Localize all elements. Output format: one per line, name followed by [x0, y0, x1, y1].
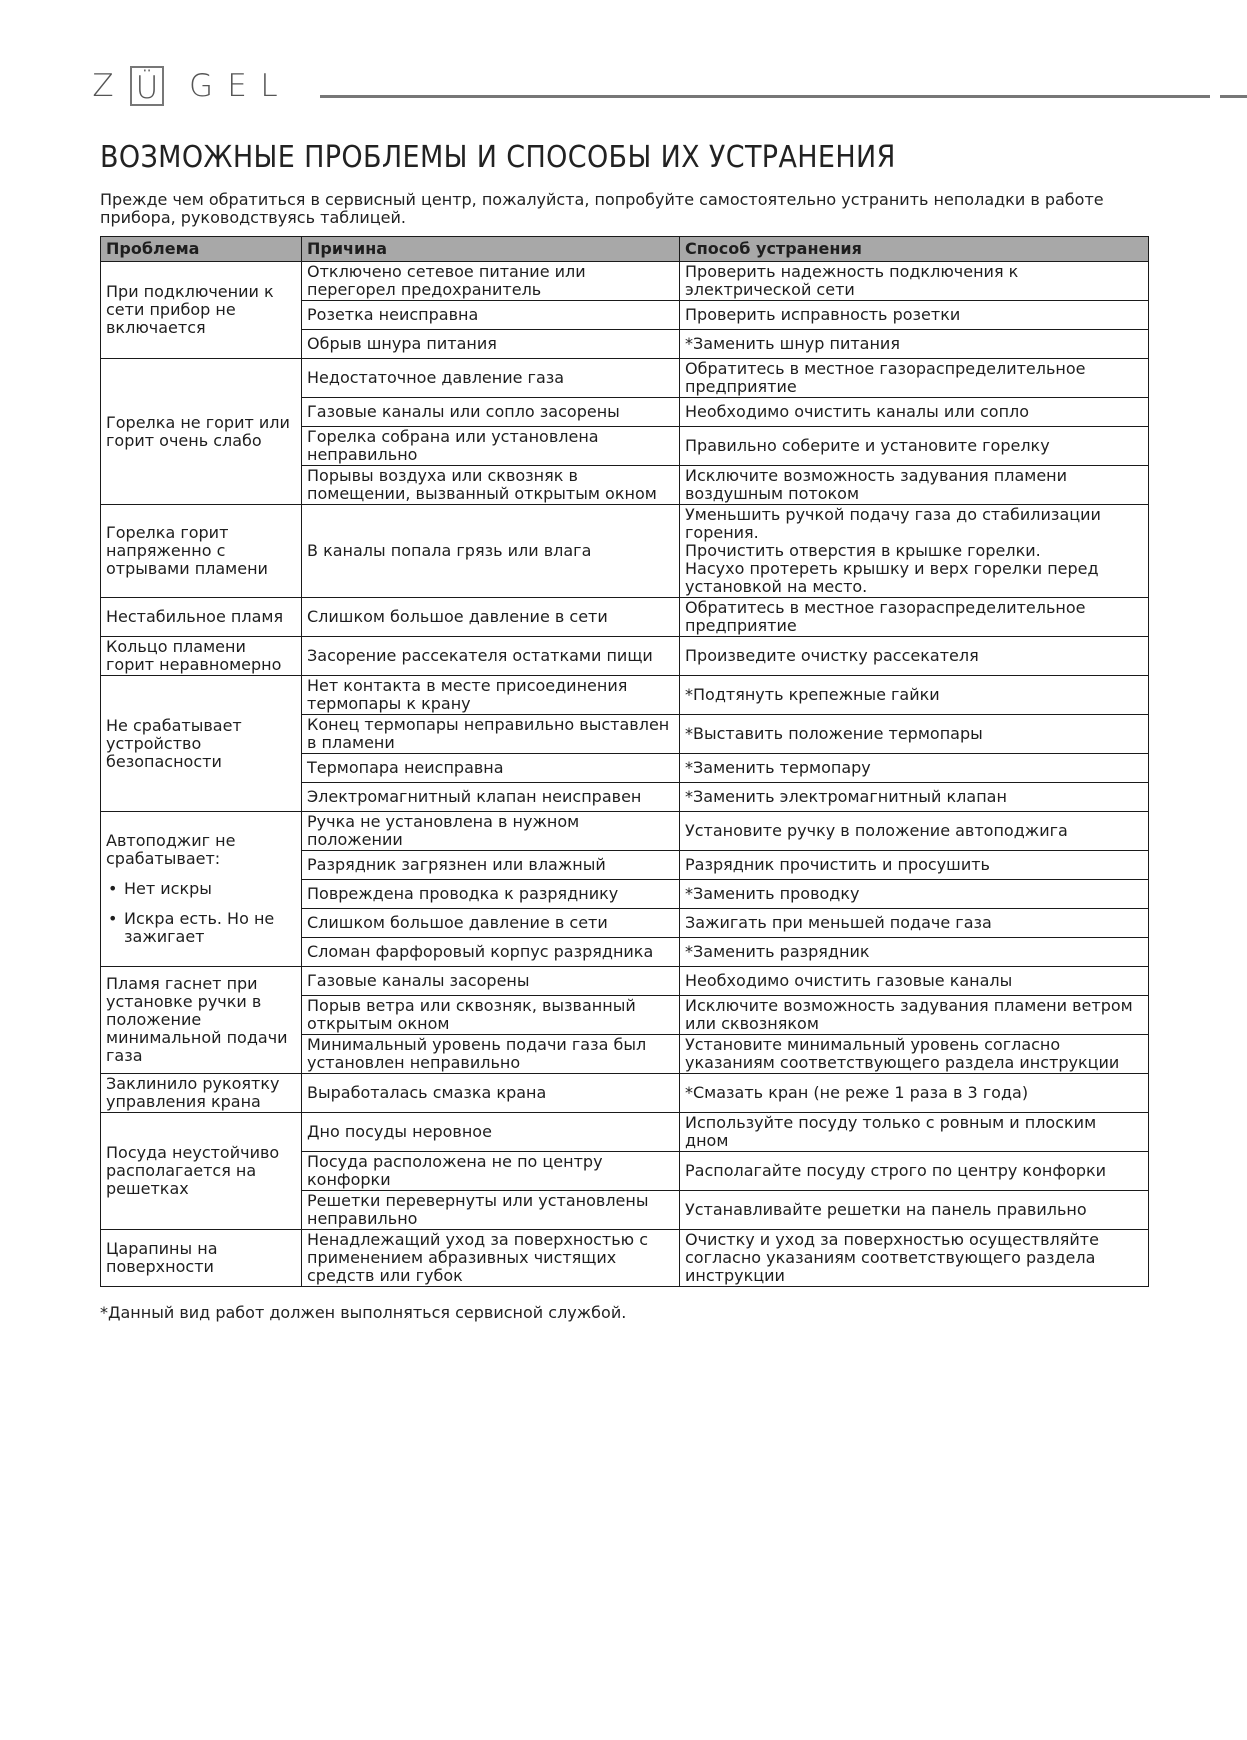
table-header-row: [101, 237, 1149, 262]
logo-letter: E: [227, 68, 247, 104]
problem-cell: Горелка горит напряженно с отрывами пламени: [101, 505, 302, 598]
solution-cell: Обратитесь в местное газораспределительное предприятие: [680, 359, 1149, 398]
cause-cell: Газовые каналы засорены: [302, 967, 680, 996]
cause-cell: Конец термопары неправильно выставлен в пламени: [302, 715, 680, 754]
cause-cell: Нет контакта в месте присоединения термопары к крану: [302, 676, 680, 715]
solution-cell: Установите минимальный уровень согласно указаниям соответствующего раздела инструкции: [680, 1035, 1149, 1074]
cause-cell: Ненадлежащий уход за поверхностью с применением абразивных чистящих средств или губок: [302, 1230, 680, 1287]
logo-letter: G: [188, 68, 214, 104]
problem-cell: Царапины на поверхности: [101, 1230, 302, 1287]
header-rule: [320, 95, 1210, 98]
solution-cell: Зажигать при меньшей подаче газа: [680, 909, 1149, 938]
cause-cell: Повреждена проводка к разряднику: [302, 880, 680, 909]
problem-cell: Пламя гаснет при установке ручки в положение минимальной подачи газа: [101, 967, 302, 1074]
solution-cell: Проверить исправность розетки: [680, 301, 1149, 330]
table-row: [101, 676, 1149, 715]
cause-cell: Термопара неисправна: [302, 754, 680, 783]
cause-cell: Разрядник загрязнен или влажный: [302, 851, 680, 880]
cause-cell: Посуда расположена не по центру конфорки: [302, 1152, 680, 1191]
cause-cell: Недостаточное давление газа: [302, 359, 680, 398]
cause-cell: Слишком большое давление в сети: [302, 598, 680, 637]
cause-cell: Минимальный уровень подачи газа был установлен неправильно: [302, 1035, 680, 1074]
table-row: [101, 262, 1149, 301]
table-row: [101, 637, 1149, 676]
cause-cell: Дно посуды неровное: [302, 1113, 680, 1152]
solution-cell: Устанавливайте решетки на панель правильно: [680, 1191, 1149, 1230]
solution-cell: *Заменить электромагнитный клапан: [680, 783, 1149, 812]
solution-cell: *Заменить проводку: [680, 880, 1149, 909]
header-problem: Проблема: [101, 237, 302, 262]
problem-cell: Заклинило рукоятку управления крана: [101, 1074, 302, 1113]
cause-cell: Ручка не установлена в нужном положении: [302, 812, 680, 851]
page-title: ВОЗМОЖНЫЕ ПРОБЛЕМЫ И СПОСОБЫ ИХ УСТРАНЕНИЯ: [100, 140, 896, 175]
footnote: *Данный вид работ должен выполняться сервисной службой.: [100, 1303, 627, 1322]
problem-cell: Горелка не горит или горит очень слабо: [101, 359, 302, 505]
table-row: [101, 812, 1149, 851]
problem-bullets: [106, 880, 296, 946]
problem-bullet-item: • Искра есть. Но не зажигает: [106, 910, 296, 946]
table-row: [101, 598, 1149, 637]
problem-cell: При подключении к сети прибор не включается: [101, 262, 302, 359]
problem-cell: Кольцо пламени горит неравномерно: [101, 637, 302, 676]
logo-letter: Z: [92, 68, 114, 104]
solution-cell: Обратитесь в местное газораспределительное предприятие: [680, 598, 1149, 637]
cause-cell: Обрыв шнура питания: [302, 330, 680, 359]
solution-cell: Проверить надежность подключения к электрической сети: [680, 262, 1149, 301]
table-body: [101, 262, 1149, 1287]
cause-cell: Сломан фарфоровый корпус разрядника: [302, 938, 680, 967]
solution-cell: Исключите возможность задувания пламени воздушным потоком: [680, 466, 1149, 505]
solution-cell: *Заменить термопару: [680, 754, 1149, 783]
problem-bullet-item: • Нет искры: [106, 880, 296, 898]
solution-cell: *Заменить разрядник: [680, 938, 1149, 967]
table-row: [101, 1230, 1149, 1287]
problem-cell: Автоподжиг не срабатывает: • Нет искры • Искра есть. Но не зажигает: [101, 812, 302, 967]
solution-cell: Уменьшить ручкой подачу газа до стабилизации горения. Прочистить отверстия в крышке горелки. Насухо протереть крышку и верх горелки перед установкой на место.: [680, 505, 1149, 598]
solution-cell: *Смазать кран (не реже 1 раза в 3 года): [680, 1074, 1149, 1113]
problem-cell: Посуда неустойчиво располагается на решетках: [101, 1113, 302, 1230]
solution-cell: Располагайте посуду строго по центру конфорки: [680, 1152, 1149, 1191]
table-row: [101, 1074, 1149, 1113]
cause-cell: Засорение рассекателя остатками пищи: [302, 637, 680, 676]
solution-cell: Разрядник прочистить и просушить: [680, 851, 1149, 880]
troubleshooting-table: [100, 236, 1149, 1287]
cause-cell: Порыв ветра или сквозняк, вызванный открытым окном: [302, 996, 680, 1035]
header-rule-tail: [1220, 95, 1247, 98]
logo-letter-boxed: Ü: [130, 66, 164, 106]
solution-cell: Исключите возможность задувания пламени ветром или сквозняком: [680, 996, 1149, 1035]
solution-cell: Очистку и уход за поверхностью осуществляйте согласно указаниям соответствующего раздела инструкции: [680, 1230, 1149, 1287]
problem-cell: Нестабильное пламя: [101, 598, 302, 637]
solution-cell: Установите ручку в положение автоподжига: [680, 812, 1149, 851]
solution-cell: *Заменить шнур питания: [680, 330, 1149, 359]
solution-cell: Произведите очистку рассекателя: [680, 637, 1149, 676]
cause-cell: Порывы воздуха или сквозняк в помещении, вызванный открытым окном: [302, 466, 680, 505]
cause-cell: Электромагнитный клапан неисправен: [302, 783, 680, 812]
cause-cell: Розетка неисправна: [302, 301, 680, 330]
logo-letter: L: [260, 68, 278, 104]
cause-cell: В каналы попала грязь или влага: [302, 505, 680, 598]
header-solution: Способ устранения: [680, 237, 1149, 262]
cause-cell: Решетки перевернуты или установлены неправильно: [302, 1191, 680, 1230]
solution-cell: *Выставить положение термопары: [680, 715, 1149, 754]
solution-cell: *Подтянуть крепежные гайки: [680, 676, 1149, 715]
solution-cell: Используйте посуду только с ровным и плоским дном: [680, 1113, 1149, 1152]
table-row: [101, 1113, 1149, 1152]
solution-cell: Необходимо очистить газовые каналы: [680, 967, 1149, 996]
table-row: [101, 967, 1149, 996]
solution-cell: Правильно соберите и установите горелку: [680, 427, 1149, 466]
brand-logo: [90, 66, 282, 106]
problem-cell: Не срабатывает устройство безопасности: [101, 676, 302, 812]
intro-text: Прежде чем обратиться в сервисный центр, пожалуйста, попробуйте самостоятельно устранить неполадки в работе прибора, руководствуясь таблицей.: [100, 190, 1104, 227]
table-row: [101, 359, 1149, 398]
cause-cell: Газовые каналы или сопло засорены: [302, 398, 680, 427]
cause-cell: Слишком большое давление в сети: [302, 909, 680, 938]
solution-cell: Необходимо очистить каналы или сопло: [680, 398, 1149, 427]
cause-cell: Выработалась смазка крана: [302, 1074, 680, 1113]
cause-cell: Горелка собрана или установлена неправильно: [302, 427, 680, 466]
table-row: [101, 505, 1149, 598]
cause-cell: Отключено сетевое питание или перегорел предохранитель: [302, 262, 680, 301]
header-cause: Причина: [302, 237, 680, 262]
